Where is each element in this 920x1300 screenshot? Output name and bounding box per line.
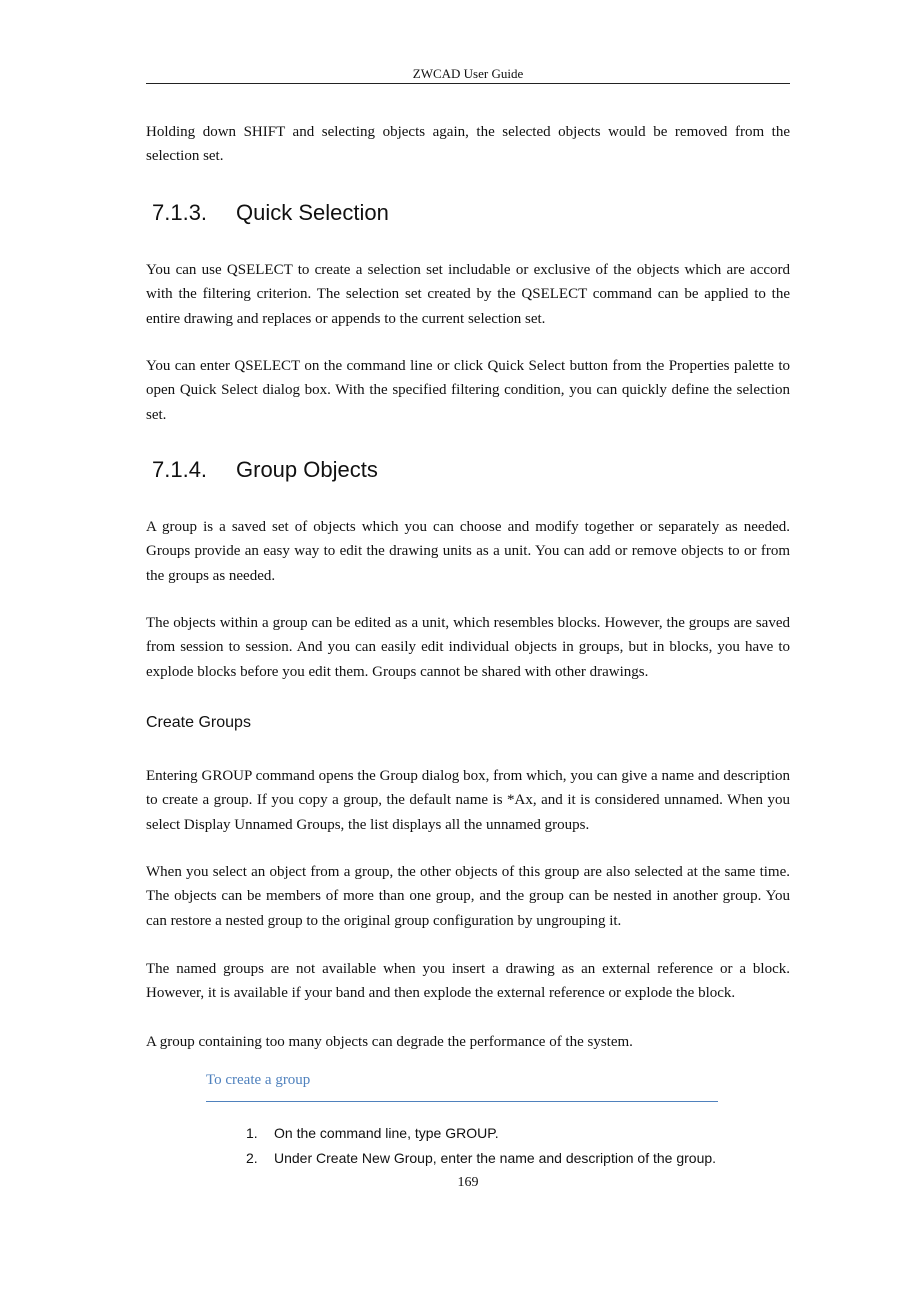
subheading-create-groups: Create Groups (146, 714, 251, 731)
step-number: 2. (246, 1150, 258, 1166)
paragraph: A group is a saved set of objects which you can choose and modify together or separately as needed. Groups provide an easy way to edit the drawing units as a unit. You can add or remove objects to or from the groups as needed. (146, 519, 790, 584)
running-header: ZWCAD User Guide (412, 66, 524, 81)
section-title: Group Objects (236, 457, 378, 482)
step-number: 1. (246, 1125, 258, 1141)
section-number: 7.1.3. (152, 200, 208, 225)
section-number: 7.1.4. (152, 457, 208, 482)
header-divider (146, 83, 790, 84)
section-heading-7-1-3 (152, 200, 389, 226)
paragraph: A group containing too many objects can degrade the performance of the system. (146, 1034, 633, 1050)
step-item (246, 1150, 716, 1166)
step-text: Under Create New Group, enter the name and description of the group. (274, 1150, 717, 1166)
section-title: Quick Selection (236, 200, 389, 225)
section-heading-7-1-4 (152, 457, 378, 483)
step-item (246, 1125, 499, 1141)
step-text: On the command line, type GROUP. (274, 1125, 499, 1141)
procedure-heading: To create a group (206, 1072, 311, 1088)
page-number: 169 (457, 1175, 479, 1190)
paragraph: The named groups are not available when you insert a drawing as an external reference or a block. However, it is available if your band and then explode the external reference or explode the block. (146, 961, 790, 1002)
paragraph: The objects within a group can be edited as a unit, which resembles blocks. However, the groups are saved from session to session. And you can easily edit individual objects in groups, but in blocks, you have to explode blocks before you edit them. Groups cannot be shared with other drawings. (146, 615, 790, 680)
paragraph: Holding down SHIFT and selecting objects again, the selected objects would be removed from the selection set. (146, 124, 790, 165)
paragraph: When you select an object from a group, the other objects of this group are also selected at the same time. The objects can be members of more than one group, and the group can be nested in another group. You can restore a nested group to the original group configuration by ungrouping it. (146, 864, 790, 929)
procedure-divider (206, 1101, 718, 1102)
paragraph: You can enter QSELECT on the command line or click Quick Select button from the Properties palette to open Quick Select dialog box. With the specified filtering condition, you can quickly define the selection set. (146, 358, 790, 423)
paragraph: You can use QSELECT to create a selection set includable or exclusive of the objects which are accord with the filtering criterion. The selection set created by the QSELECT command can be applied to the entire drawing and replaces or appends to the current selection set. (146, 262, 790, 327)
paragraph: Entering GROUP command opens the Group dialog box, from which, you can give a name and description to create a group. If you copy a group, the default name is *Ax, and it is considered unnamed. When you select Display Unnamed Groups, the list displays all the unnamed groups. (146, 768, 790, 833)
